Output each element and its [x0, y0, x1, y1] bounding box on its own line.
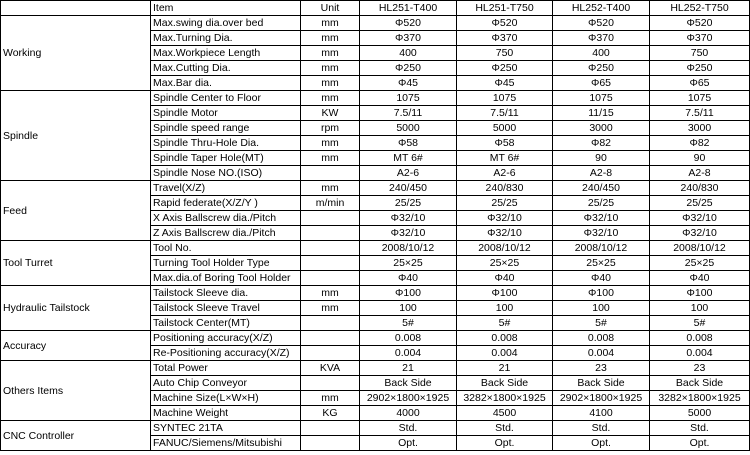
unit-cell [301, 166, 360, 181]
unit-cell: mm [301, 301, 360, 316]
value-cell: Φ40 [457, 271, 553, 286]
value-cell: Φ250 [360, 61, 457, 76]
value-cell: Back Side [553, 376, 650, 391]
value-cell: Φ58 [457, 136, 553, 151]
item-cell: Spindle Nose NO.(ISO) [151, 166, 301, 181]
item-cell: Machine Size(L×W×H) [151, 391, 301, 406]
unit-cell: KVA [301, 361, 360, 376]
model-header: HL251-T400 [360, 1, 457, 16]
value-cell: A2-6 [457, 166, 553, 181]
value-cell: Φ100 [457, 286, 553, 301]
value-cell: A2-8 [650, 166, 750, 181]
unit-cell [301, 421, 360, 436]
value-cell: Φ370 [553, 31, 650, 46]
group-header [1, 1, 151, 16]
value-cell: 0.008 [650, 331, 750, 346]
value-cell: 100 [360, 301, 457, 316]
value-cell: 2008/10/12 [553, 241, 650, 256]
table-row [1, 16, 750, 31]
value-cell: 5000 [457, 121, 553, 136]
value-cell: 2008/10/12 [360, 241, 457, 256]
unit-cell [301, 226, 360, 241]
value-cell: 3000 [650, 121, 750, 136]
item-cell: SYNTEC 21TA [151, 421, 301, 436]
unit-cell [301, 211, 360, 226]
value-cell: 21 [360, 361, 457, 376]
unit-cell [301, 346, 360, 361]
value-cell: Φ32/10 [650, 226, 750, 241]
value-cell: 25×25 [650, 256, 750, 271]
item-cell: Max.Bar dia. [151, 76, 301, 91]
value-cell: 25×25 [553, 256, 650, 271]
item-cell: Spindle Center to Floor [151, 91, 301, 106]
value-cell: 3282×1800×1925 [457, 391, 553, 406]
table-row [1, 91, 750, 106]
value-cell: 90 [650, 151, 750, 166]
unit-cell: mm [301, 91, 360, 106]
table-row [1, 361, 750, 376]
value-cell: Φ32/10 [457, 211, 553, 226]
item-cell: Spindle Motor [151, 106, 301, 121]
model-header: HL252-T400 [553, 1, 650, 16]
value-cell: MT 6# [360, 151, 457, 166]
value-cell: 240/830 [457, 181, 553, 196]
value-cell: 5# [650, 316, 750, 331]
value-cell: 25/25 [650, 196, 750, 211]
value-cell: 25/25 [553, 196, 650, 211]
value-cell: Φ370 [360, 31, 457, 46]
value-cell: Opt. [650, 436, 750, 451]
value-cell: 25×25 [360, 256, 457, 271]
item-cell: Max.Cutting Dia. [151, 61, 301, 76]
value-cell: Opt. [553, 436, 650, 451]
value-cell: 100 [650, 301, 750, 316]
unit-cell: mm [301, 181, 360, 196]
item-cell: Tailstock Center(MT) [151, 316, 301, 331]
item-cell: Max.swing dia.over bed [151, 16, 301, 31]
value-cell: 5000 [650, 406, 750, 421]
unit-cell: KG [301, 406, 360, 421]
unit-cell: mm [301, 31, 360, 46]
value-cell: Back Side [360, 376, 457, 391]
group-label: Feed [1, 181, 151, 241]
value-cell: Φ32/10 [360, 211, 457, 226]
value-cell: 0.008 [457, 331, 553, 346]
unit-cell: mm [301, 151, 360, 166]
value-cell: 4500 [457, 406, 553, 421]
value-cell: Φ45 [457, 76, 553, 91]
value-cell: 0.004 [650, 346, 750, 361]
unit-cell: mm [301, 46, 360, 61]
unit-cell: m/min [301, 196, 360, 211]
value-cell: MT 6# [457, 151, 553, 166]
header-row [1, 1, 750, 16]
item-cell: Travel(X/Z) [151, 181, 301, 196]
group-label: Working [1, 16, 151, 91]
value-cell: Std. [360, 421, 457, 436]
unit-cell: KW [301, 106, 360, 121]
item-cell: Z Axis Ballscrew dia./Pitch [151, 226, 301, 241]
unit-header: Unit [301, 1, 360, 16]
unit-cell [301, 376, 360, 391]
value-cell: 23 [553, 361, 650, 376]
value-cell: Φ40 [360, 271, 457, 286]
item-cell: Max.Turning Dia. [151, 31, 301, 46]
unit-cell: mm [301, 391, 360, 406]
value-cell: 1075 [360, 91, 457, 106]
value-cell: 0.004 [360, 346, 457, 361]
value-cell: Φ100 [553, 286, 650, 301]
spec-body [1, 16, 750, 451]
group-label: Spindle [1, 91, 151, 181]
value-cell: 2902×1800×1925 [360, 391, 457, 406]
value-cell: 240/450 [553, 181, 650, 196]
item-cell: Total Power [151, 361, 301, 376]
value-cell: 25/25 [360, 196, 457, 211]
item-cell: Re-Positioning accuracy(X/Z) [151, 346, 301, 361]
value-cell: A2-8 [553, 166, 650, 181]
value-cell: 400 [360, 46, 457, 61]
value-cell: Φ250 [650, 61, 750, 76]
group-label: CNC Controller [1, 421, 151, 451]
value-cell: 240/830 [650, 181, 750, 196]
value-cell: Φ520 [553, 16, 650, 31]
value-cell: 21 [457, 361, 553, 376]
value-cell: 3000 [553, 121, 650, 136]
group-label: Accuracy [1, 331, 151, 361]
value-cell: 11/15 [553, 106, 650, 121]
value-cell: Φ45 [360, 76, 457, 91]
table-row [1, 286, 750, 301]
value-cell: 7.5/11 [457, 106, 553, 121]
item-cell: Max.dia.of Boring Tool Holder [151, 271, 301, 286]
unit-cell: mm [301, 76, 360, 91]
item-cell: Spindle speed range [151, 121, 301, 136]
unit-cell [301, 271, 360, 286]
value-cell: Φ82 [553, 136, 650, 151]
value-cell: Opt. [457, 436, 553, 451]
item-cell: Turning Tool Holder Type [151, 256, 301, 271]
unit-cell [301, 256, 360, 271]
unit-cell [301, 436, 360, 451]
group-label: Others Items [1, 361, 151, 421]
table-row [1, 241, 750, 256]
value-cell: 5# [553, 316, 650, 331]
value-cell: 3282×1800×1925 [650, 391, 750, 406]
value-cell: Φ370 [650, 31, 750, 46]
value-cell: 1075 [457, 91, 553, 106]
value-cell: Φ520 [457, 16, 553, 31]
item-header: Item [151, 1, 301, 16]
table-row [1, 421, 750, 436]
unit-cell: rpm [301, 121, 360, 136]
value-cell: A2-6 [360, 166, 457, 181]
item-cell: FANUC/Siemens/Mitsubishi [151, 436, 301, 451]
group-label: Hydraulic Tailstock [1, 286, 151, 331]
value-cell: 0.008 [553, 331, 650, 346]
value-cell: 2902×1800×1925 [553, 391, 650, 406]
value-cell: Φ32/10 [553, 226, 650, 241]
unit-cell: mm [301, 61, 360, 76]
unit-cell: mm [301, 286, 360, 301]
item-cell: Machine Weight [151, 406, 301, 421]
value-cell: Φ250 [457, 61, 553, 76]
value-cell: Φ32/10 [650, 211, 750, 226]
model-header: HL251-T750 [457, 1, 553, 16]
value-cell: 1075 [650, 91, 750, 106]
value-cell: Φ32/10 [553, 211, 650, 226]
value-cell: 400 [553, 46, 650, 61]
value-cell: Opt. [360, 436, 457, 451]
value-cell: Φ370 [457, 31, 553, 46]
value-cell: 5000 [360, 121, 457, 136]
item-cell: Max.Workpiece Length [151, 46, 301, 61]
unit-cell [301, 331, 360, 346]
item-cell: Auto Chip Conveyor [151, 376, 301, 391]
value-cell: Φ65 [553, 76, 650, 91]
item-cell: Spindle Taper Hole(MT) [151, 151, 301, 166]
value-cell: Φ520 [650, 16, 750, 31]
value-cell: Φ32/10 [457, 226, 553, 241]
value-cell: 4100 [553, 406, 650, 421]
value-cell: Φ82 [650, 136, 750, 151]
value-cell: Φ65 [650, 76, 750, 91]
item-cell: Positioning accuracy(X/Z) [151, 331, 301, 346]
unit-cell [301, 316, 360, 331]
value-cell: Std. [457, 421, 553, 436]
value-cell: 0.004 [457, 346, 553, 361]
value-cell: 750 [650, 46, 750, 61]
value-cell: Φ100 [650, 286, 750, 301]
value-cell: Back Side [650, 376, 750, 391]
value-cell: Std. [650, 421, 750, 436]
value-cell: Φ40 [553, 271, 650, 286]
unit-cell: mm [301, 16, 360, 31]
item-cell: Tool No. [151, 241, 301, 256]
value-cell: Φ40 [650, 271, 750, 286]
value-cell: Φ250 [553, 61, 650, 76]
item-cell: Tailstock Sleeve dia. [151, 286, 301, 301]
value-cell: 7.5/11 [650, 106, 750, 121]
value-cell: 90 [553, 151, 650, 166]
value-cell: 2008/10/12 [650, 241, 750, 256]
value-cell: Φ520 [360, 16, 457, 31]
value-cell: Φ32/10 [360, 226, 457, 241]
value-cell: 0.008 [360, 331, 457, 346]
item-cell: Spindle Thru-Hole Dia. [151, 136, 301, 151]
value-cell: 23 [650, 361, 750, 376]
value-cell: 100 [553, 301, 650, 316]
table-row [1, 331, 750, 346]
table-row [1, 181, 750, 196]
model-header: HL252-T750 [650, 1, 750, 16]
value-cell: Back Side [457, 376, 553, 391]
item-cell: Tailstock Sleeve Travel [151, 301, 301, 316]
unit-cell: mm [301, 136, 360, 151]
value-cell: 240/450 [360, 181, 457, 196]
value-cell: 4000 [360, 406, 457, 421]
value-cell: 25×25 [457, 256, 553, 271]
value-cell: 5# [457, 316, 553, 331]
value-cell: 2008/10/12 [457, 241, 553, 256]
value-cell: Std. [553, 421, 650, 436]
value-cell: 0.004 [553, 346, 650, 361]
group-label: Tool Turret [1, 241, 151, 286]
value-cell: 5# [360, 316, 457, 331]
value-cell: Φ100 [360, 286, 457, 301]
value-cell: 750 [457, 46, 553, 61]
item-cell: Rapid federate(X/Z/Y ) [151, 196, 301, 211]
value-cell: 7.5/11 [360, 106, 457, 121]
value-cell: 100 [457, 301, 553, 316]
value-cell: 25/25 [457, 196, 553, 211]
item-cell: X Axis Ballscrew dia./Pitch [151, 211, 301, 226]
value-cell: 1075 [553, 91, 650, 106]
value-cell: Φ58 [360, 136, 457, 151]
unit-cell [301, 241, 360, 256]
